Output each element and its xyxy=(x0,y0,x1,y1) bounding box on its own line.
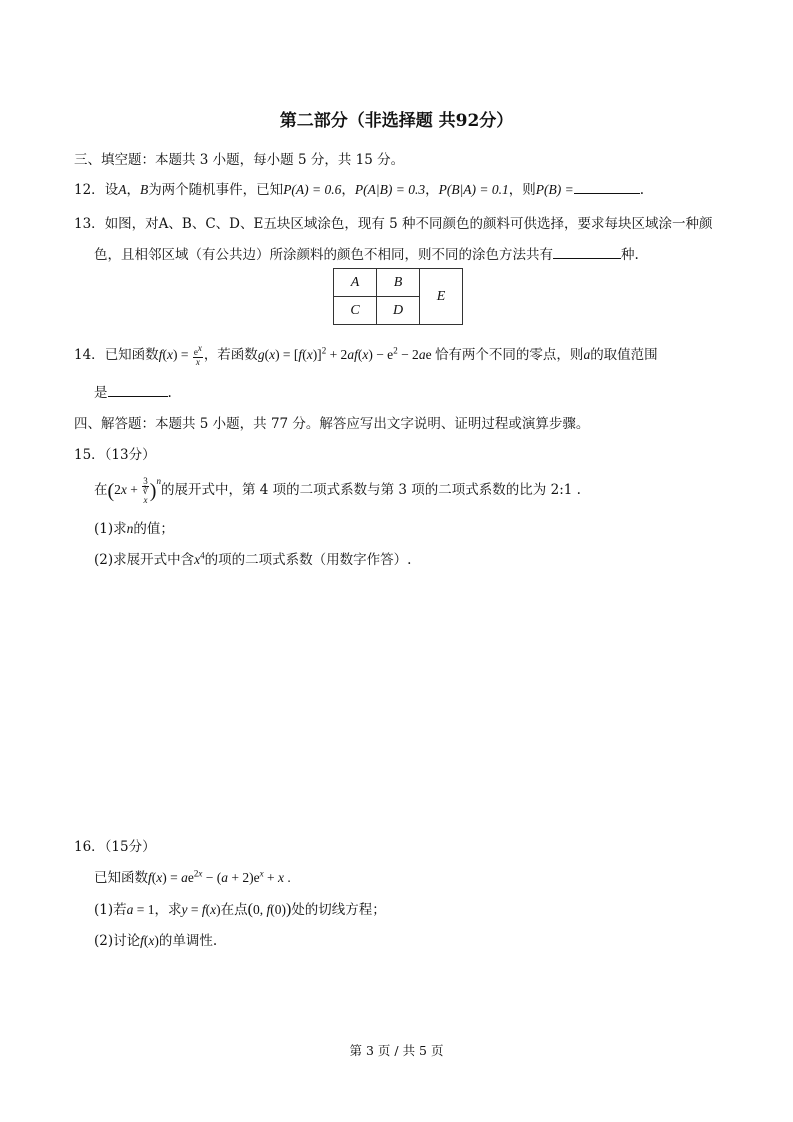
page-footer: 第 3 页 / 共 5 页 xyxy=(349,1043,444,1058)
q15-number: 15．（13分） xyxy=(74,447,156,463)
q14-number: 14． xyxy=(74,347,105,363)
section-4-heading: 四、解答题：本题共 5 小题，共 77 分。解答应写出文字说明、证明过程或演算步骤。 xyxy=(74,416,590,432)
question-14-line1: 14．已知函数f(x) = $\frac{e^x}{x}$ ，若函数$g(x) = [f(x)]^2 + 2af(x) - e^2 - 2ae$ 恰有两个不同的零点，则a的取值范围 xyxy=(74,343,658,367)
region-d: D xyxy=(377,297,420,325)
q16-number: 16．（15分） xyxy=(74,839,156,855)
region-a: A xyxy=(334,269,377,297)
q14-answer-blank[interactable] xyxy=(108,384,168,397)
question-12: 12．设A，B为两个随机事件，已知P(A) = 0.6，P(A|B) = 0.3，P(B|A) = 0.1，则P(B) = . xyxy=(74,182,645,198)
region-c: C xyxy=(334,297,377,325)
question-15-part1: (1)求n的值； xyxy=(94,521,174,537)
section-3-heading: 三、填空题：本题共 3 小题，每小题 5 分，共 15 分。 xyxy=(74,152,405,168)
region-e: E xyxy=(420,269,463,325)
q12-answer-blank[interactable] xyxy=(574,181,640,194)
question-16-part1: (1)若a = 1，求y = f(x)在点(0, f(0))处的切线方程； xyxy=(94,901,386,918)
q13-answer-blank[interactable] xyxy=(553,246,621,259)
question-16-stem: 已知函数$f(x) = ae^{2x} - (a + 2)e^x + x$ . xyxy=(94,868,291,886)
q12-number: 12． xyxy=(74,182,105,198)
question-15-part2: (2)求展开式中含$x^4$的项的二项式系数（用数字作答）. xyxy=(94,550,412,568)
region-diagram xyxy=(333,268,463,325)
q14-fraction: $\frac{e^x}{x}$ xyxy=(193,343,202,367)
question-16-part2: (2)讨论f(x)的单调性. xyxy=(94,933,218,949)
region-b: B xyxy=(377,269,420,297)
page-title: 第二部分（非选择题 共92分） xyxy=(279,111,514,131)
q13-number: 13． xyxy=(74,216,105,232)
question-13-line1: 13．如图，对A、B、C、D、E五块区域涂色，现有 5 种不同颜色的颜料可供选择，要求每块区域涂一种颜 xyxy=(74,216,713,232)
question-15-stem: 在(2x + 3 ∛ x )$^n$的展开式中，第 4 项的二项式系数与第 3 项的二项式系数的比为 2:1 . xyxy=(94,475,581,505)
q15-fraction: 3 ∛ x xyxy=(142,475,149,505)
question-13-line2: 色，且相邻区域（有公共边）所涂颜料的颜色不相同，则不同的涂色方法共有 种. xyxy=(94,247,639,263)
question-14-line2: 是 . xyxy=(94,385,172,401)
